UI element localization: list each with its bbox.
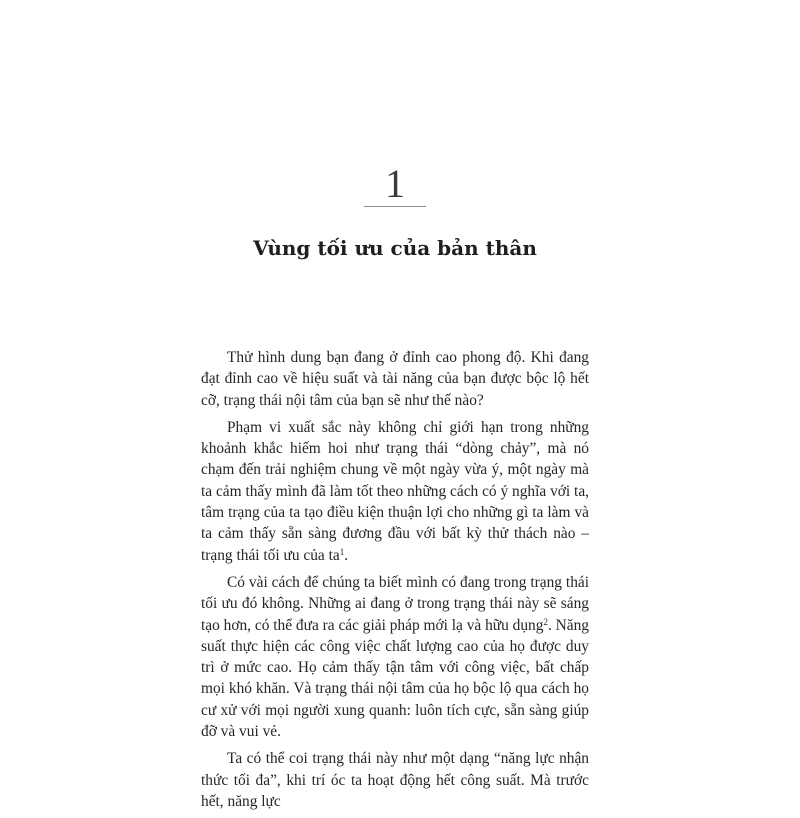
paragraph [201, 417, 589, 566]
paragraph-text: Phạm vi xuất sắc này không chỉ giới hạn trong những khoảnh khắc hiếm hoi như trạng thái “dòng chảy”, mà nó chạm đến trải nghiệm chung về một ngày vừa ý, một ngày mà ta cảm thấy mình đã làm tốt theo những cách có ý nghĩa với ta, tâm trạng của ta tạo điều kiện thuận lợi cho những gì ta làm và ta cảm thấy sẵn sàng đương đầu với bất kỳ thử thách nào – trạng thái tối ưu của ta [201, 418, 589, 564]
paragraph-text: Ta có thể coi trạng thái này như một dạng “năng lực nhận thức tối đa”, khi trí óc ta hoạt động hết công suất. Mà trước hết, năng lực [201, 750, 589, 810]
chapter-body [201, 347, 589, 818]
paragraph-text-tail: . Năng suất thực hiện các công việc chất lượng cao của họ được duy trì ở mức cao. Họ cảm thấy tận tâm với công việc, bất chấp mọi khó khăn. Và trạng thái nội tâm của họ bộc lộ qua cách họ cư xử với mọi người xung quanh: luôn tích cực, sẵn sàng giúp đỡ và vui vẻ. [201, 616, 589, 741]
chapter-divider [364, 206, 426, 207]
paragraph-text: Thử hình dung bạn đang ở đỉnh cao phong độ. Khi đang đạt đỉnh cao về hiệu suất và tài năng của bạn được bộc lộ hết cỡ, trạng thái nội tâm của bạn sẽ như thế nào? [201, 349, 589, 409]
paragraph [201, 347, 589, 411]
chapter-number: 1 [385, 161, 405, 206]
chapter-title: Vùng tối ưu của bản thân [253, 236, 537, 260]
footnote-marker: 1 [339, 546, 345, 557]
paragraph-text: Có vài cách để chúng ta biết mình có đang trong trạng thái tối ưu đó không. Những ai đang ở trong trạng thái này sẽ sáng tạo hơn, có thể đưa ra các giải pháp mới lạ và hữu dụng [201, 573, 589, 634]
paragraph [201, 572, 589, 742]
footnote-marker: 2 [543, 616, 548, 627]
paragraph [201, 748, 589, 812]
paragraph-text-tail: . [344, 546, 349, 564]
